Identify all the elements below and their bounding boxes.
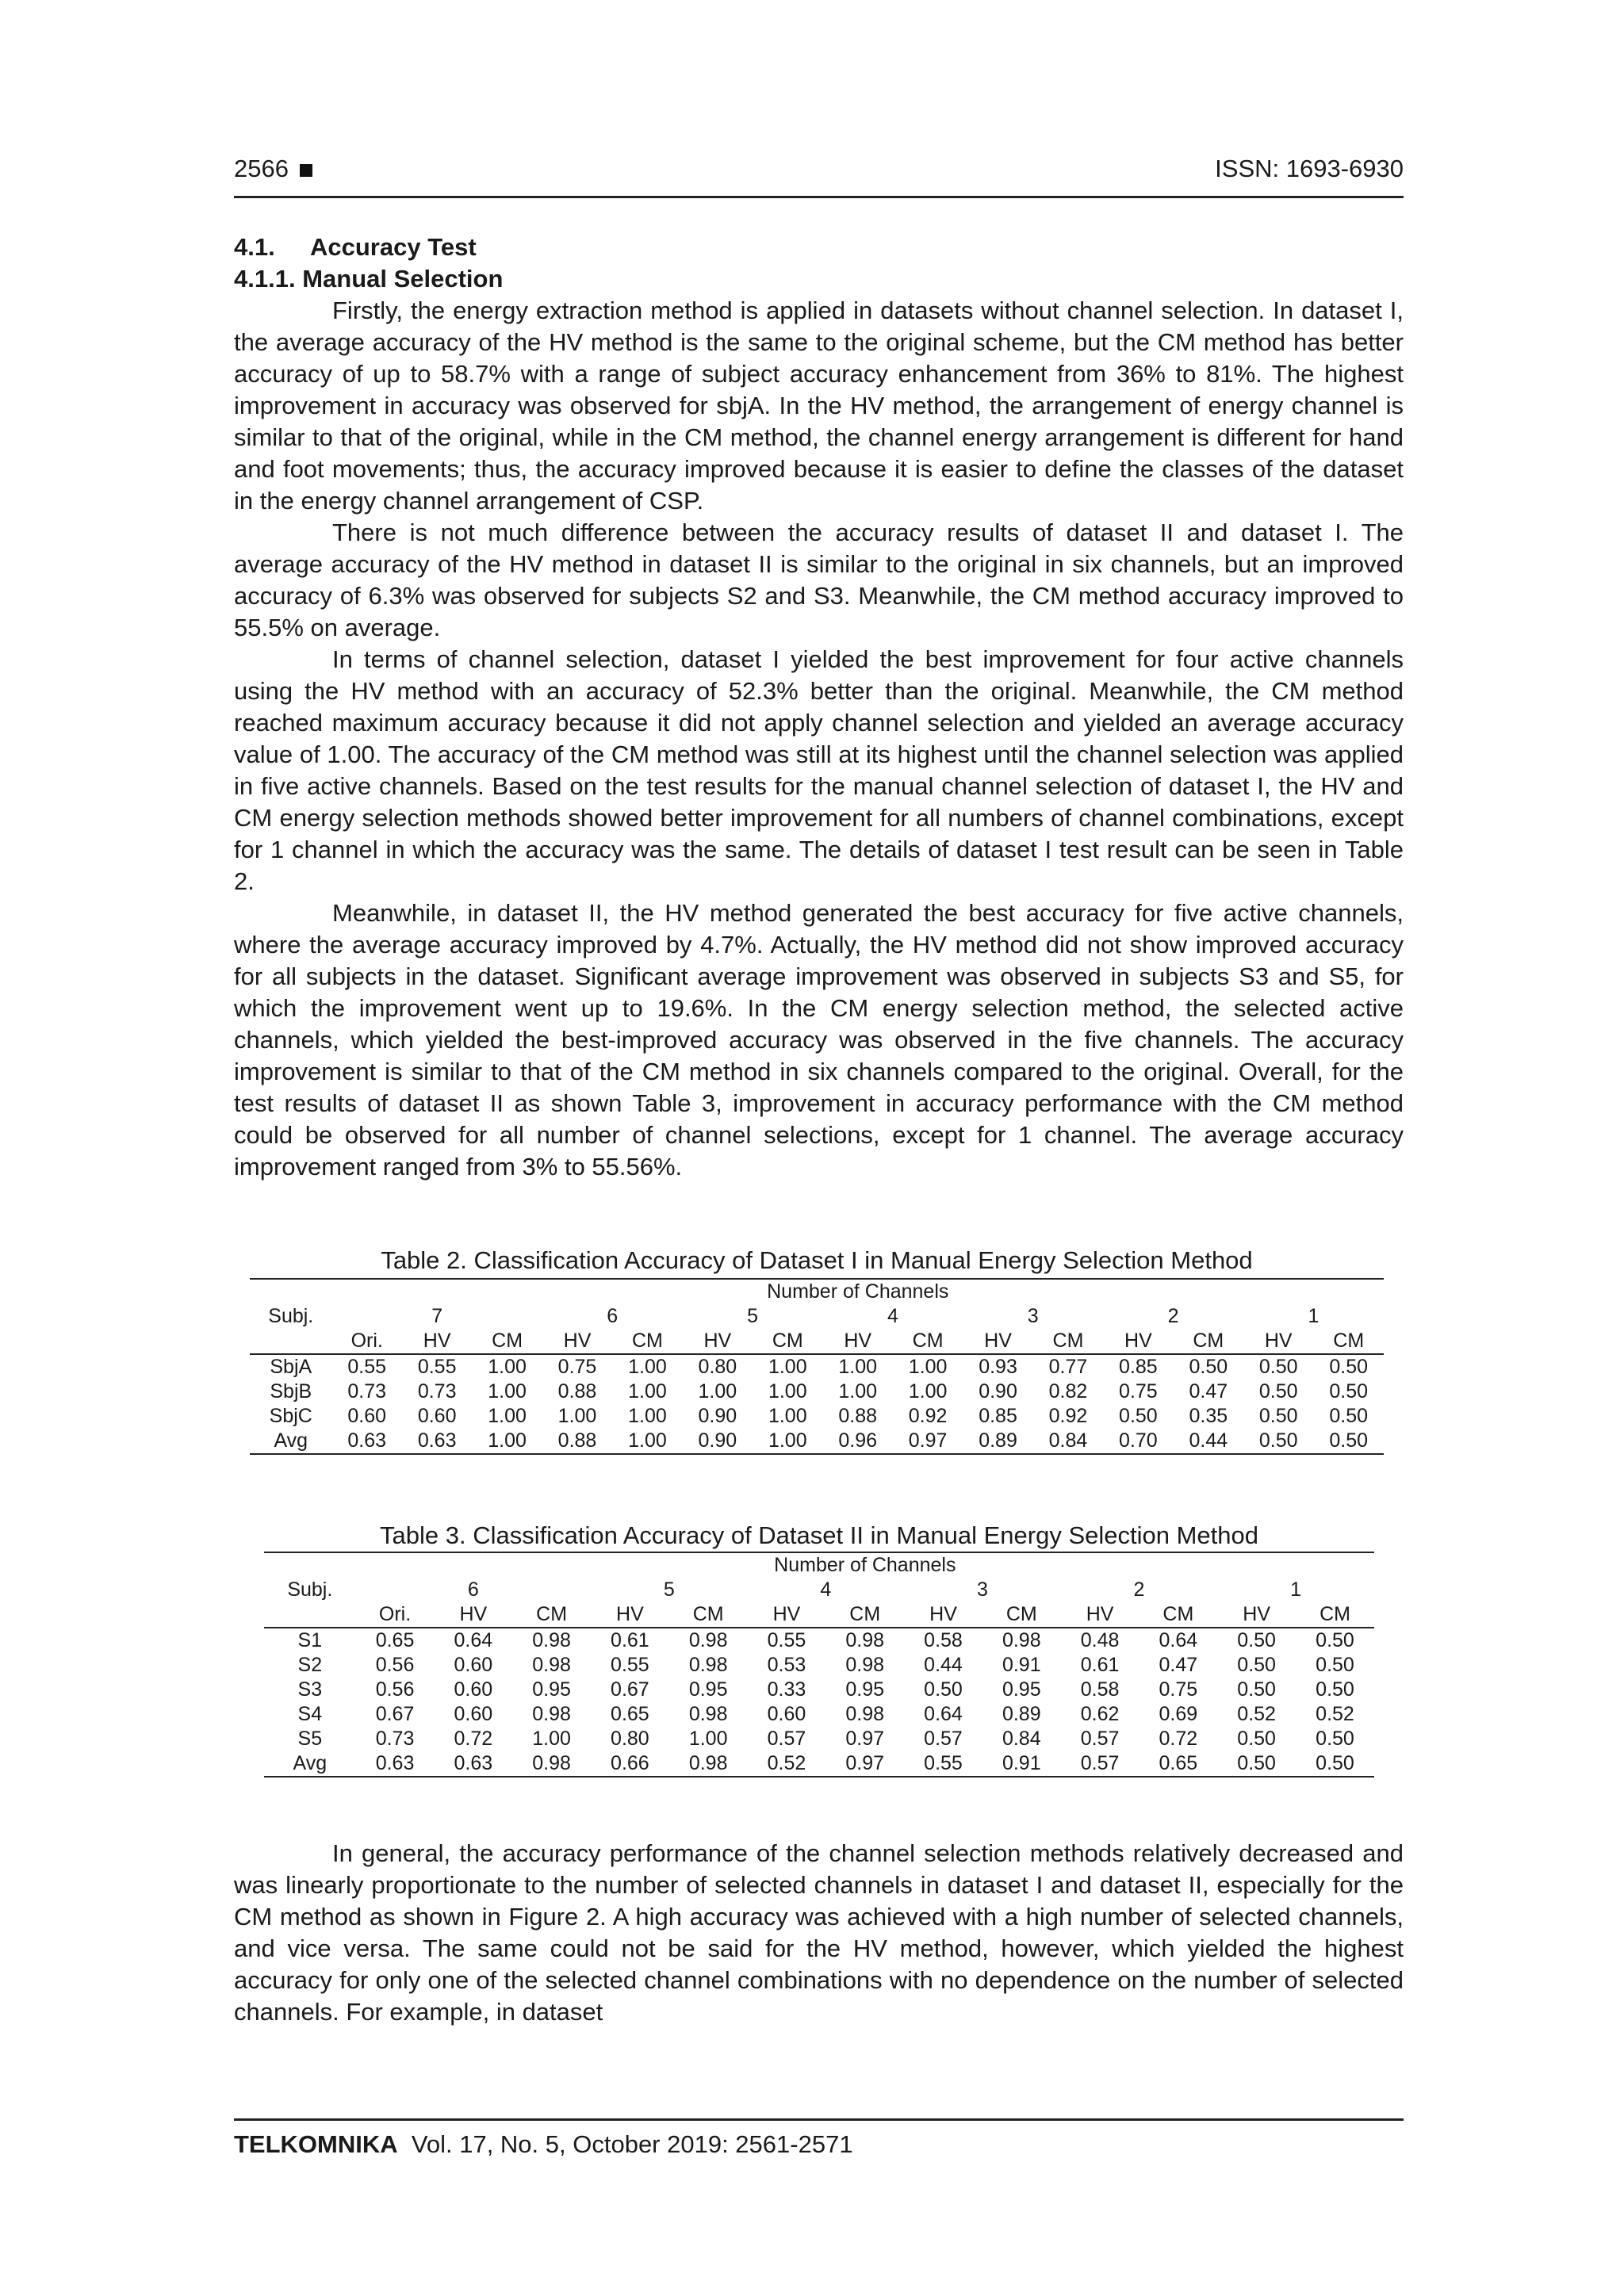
table-cell: 0.88 [557, 1380, 597, 1402]
table-cell: 0.93 [979, 1356, 1017, 1378]
table-cell: 0.72 [454, 1728, 493, 1750]
table-cell [264, 1602, 356, 1628]
table-cell: 0.60 [417, 1405, 457, 1427]
page-footer [234, 2118, 1404, 2159]
page-content [234, 232, 1404, 2028]
method-header: HV [616, 1603, 644, 1625]
table-row [250, 1404, 1384, 1429]
page-number: 2566 [234, 155, 312, 183]
table-cell: 0.98 [532, 1752, 571, 1774]
table-cell: 1.00 [698, 1380, 737, 1402]
table-cell: 0.64 [454, 1629, 493, 1651]
method-header: HV [844, 1330, 872, 1352]
table-2-caption: Table 2. Classification Accuracy of Dataset I in Manual Energy Selection Method [381, 1246, 1253, 1274]
paragraph: In terms of channel selection, dataset I yielded the best improvement for four active channels using the HV method with an accuracy of 52.3% better than the original. Meanwhile, the CM method reached maximum accuracy because it did not apply channel selection and yielded an average accuracy value of 1.00. The accuracy of the CM method was still at its highest until the channel selection was applied in five active channels. Based on the test results for the manual channel selection of dataset I, the HV and CM energy selection methods showed better improvement for all numbers of channel combinations, except for 1 channel in which the accuracy was the same. The details of dataset I test result can be seen in Table 2. [234, 645, 1404, 895]
table-cell: 0.63 [375, 1752, 415, 1774]
table-cell: 0.62 [1080, 1703, 1120, 1725]
table-cell: 0.98 [688, 1703, 728, 1725]
method-header: HV [929, 1603, 957, 1625]
square-bullet-icon [300, 164, 312, 177]
table-cell: 0.50 [1258, 1380, 1298, 1402]
table-cell: 1.00 [488, 1429, 527, 1452]
channel-count-header: 6 [607, 1305, 619, 1327]
table-cell: 0.80 [698, 1356, 737, 1378]
table-cell: 0.55 [611, 1654, 649, 1676]
table-cell: 0.85 [1119, 1356, 1158, 1378]
table-row [264, 1727, 1374, 1751]
subsection-heading: 4.1.1. Manual Selection [234, 265, 504, 293]
table-cell: 0.91 [1002, 1752, 1041, 1774]
table-cell: 1.00 [557, 1405, 597, 1427]
table-cell: 0.98 [688, 1752, 728, 1774]
row-label: S3 [297, 1678, 323, 1701]
table-cell: 0.55 [767, 1629, 806, 1651]
table-cell: 0.35 [1189, 1405, 1228, 1427]
method-header: CM [912, 1330, 944, 1352]
table-cell: 0.64 [924, 1703, 963, 1725]
table-cell: 0.60 [454, 1703, 493, 1725]
method-header: Ori. [378, 1603, 412, 1625]
table-cell: 0.50 [1316, 1752, 1354, 1774]
method-header: Ori. [350, 1330, 383, 1352]
table-cell: 0.75 [557, 1356, 597, 1378]
method-header: CM [492, 1330, 523, 1352]
table-2-grid [250, 1278, 1384, 1455]
table-header-row [264, 1552, 1374, 1578]
table-cell: 0.57 [1080, 1728, 1120, 1750]
channel-count-header: 2 [1167, 1305, 1179, 1327]
table-3 [264, 1520, 1374, 1777]
row-label: Avg [293, 1752, 327, 1774]
table-cell: 0.95 [532, 1678, 571, 1701]
table-row [264, 1653, 1374, 1678]
table-cell: 1.00 [768, 1380, 807, 1402]
method-header: CM [1162, 1603, 1194, 1625]
journal-name: TELKOMNIKA [234, 2130, 398, 2158]
table-cell: 0.75 [1159, 1678, 1198, 1701]
table-cell: 0.88 [838, 1405, 878, 1427]
table-cell: 0.95 [1002, 1678, 1041, 1701]
table-cell: 0.84 [1002, 1728, 1041, 1750]
table-cell: 1.00 [628, 1356, 667, 1378]
table-cell: 0.97 [845, 1728, 885, 1750]
table-cell: 0.92 [908, 1405, 948, 1427]
table-cell: 0.50 [1316, 1629, 1354, 1651]
method-header: CM [1193, 1330, 1224, 1352]
table-cell: 0.92 [1048, 1405, 1088, 1427]
method-header: HV [1124, 1330, 1152, 1352]
table-cell: 0.65 [375, 1629, 415, 1651]
table-cell: 0.63 [454, 1752, 493, 1774]
table-cell: 1.00 [768, 1429, 807, 1452]
table-cell: 0.56 [375, 1678, 415, 1701]
method-header: HV [1086, 1603, 1114, 1625]
table-header-row [250, 1279, 1384, 1304]
channel-count-header: 2 [1133, 1578, 1145, 1601]
table-cell: 0.96 [838, 1429, 878, 1452]
table-cell: 0.50 [1316, 1678, 1354, 1701]
table-cell: 1.00 [908, 1356, 948, 1378]
table-cell: 1.00 [532, 1728, 571, 1750]
table-cell: 0.55 [347, 1356, 387, 1378]
table-cell: 0.47 [1159, 1654, 1198, 1676]
table-cell: 0.97 [908, 1429, 948, 1452]
method-header: CM [692, 1603, 724, 1625]
table-cell: 0.69 [1159, 1703, 1198, 1725]
issn-label: ISSN: 1693-6930 [1215, 155, 1404, 182]
table-row [250, 1354, 1384, 1380]
row-label: SbjA [270, 1356, 312, 1378]
table-cell: 0.33 [767, 1678, 806, 1701]
subj-header: Subj. [268, 1305, 314, 1327]
table-cell: 0.80 [611, 1728, 649, 1750]
table-cell: 0.98 [845, 1654, 885, 1676]
channel-count-header: 3 [976, 1578, 988, 1601]
table-cell: 0.98 [688, 1629, 728, 1651]
table-cell: 0.77 [1048, 1356, 1088, 1378]
paragraph: Meanwhile, in dataset II, the HV method generated the best accuracy for five active channels, where the average accuracy improved by 4.7%. Actually, the HV method did not show improved accuracy for all subjects in the dataset. Significant average improvement was observed in subjects S3 and S5, for which the improvement went up to 19.6%. In the CM energy selection method, the selected active channels, which yielded the best-improved accuracy was observed in the five channels. The accuracy improvement is similar to that of the CM method in six channels compared to the original. Overall, for the test results of dataset II as shown Table 3, improvement in accuracy performance with the CM method could be observed for all number of channel selections, except for 1 channel. The average accuracy improvement ranged from 3% to 55.56%. [234, 899, 1404, 1181]
channel-count-header: 1 [1290, 1578, 1302, 1601]
table-cell: 0.50 [1189, 1356, 1228, 1378]
table-cell: 0.89 [1002, 1703, 1041, 1725]
table-cell: 0.95 [845, 1678, 885, 1701]
table-cell [264, 1552, 356, 1578]
table-cell: 0.58 [1080, 1678, 1120, 1701]
table-cell: 0.50 [1316, 1728, 1354, 1750]
table-cell: 1.00 [768, 1405, 807, 1427]
table-cell: 1.00 [838, 1356, 878, 1378]
table-cell: 0.98 [1002, 1629, 1041, 1651]
table-cell: 1.00 [908, 1380, 948, 1402]
section-heading: 4.1. Accuracy Test [234, 233, 477, 261]
method-header: CM [772, 1330, 803, 1352]
table-cell: 0.85 [979, 1405, 1017, 1427]
table-cell: 1.00 [688, 1728, 728, 1750]
table-header-row [264, 1578, 1374, 1602]
table-header-row [250, 1329, 1384, 1354]
table-cell: 0.47 [1189, 1380, 1228, 1402]
table-cell: 0.52 [1316, 1703, 1354, 1725]
method-header: CM [849, 1603, 881, 1625]
table-cell: 0.72 [1159, 1728, 1198, 1750]
table-row [264, 1751, 1374, 1777]
table-cell: 0.75 [1119, 1380, 1158, 1402]
table-cell: 0.98 [532, 1629, 571, 1651]
table-cell: 0.52 [1237, 1703, 1276, 1725]
method-header: CM [1052, 1330, 1084, 1352]
table-cell: 1.00 [768, 1356, 807, 1378]
table-cell: 0.67 [611, 1678, 649, 1701]
method-header: CM [1333, 1330, 1365, 1352]
journal-citation: Vol. 17, No. 5, October 2019: 2561-2571 [411, 2130, 853, 2158]
table-cell: 0.60 [454, 1654, 493, 1676]
table-cell: 1.00 [488, 1380, 527, 1402]
channel-count-header: 5 [663, 1578, 675, 1601]
method-header: HV [772, 1603, 801, 1625]
channel-count-header: 4 [887, 1305, 898, 1327]
table-cell: 0.97 [845, 1752, 885, 1774]
table-cell: 0.50 [1237, 1728, 1276, 1750]
table-cell: 0.57 [924, 1728, 963, 1750]
table-cell: 0.50 [1329, 1405, 1369, 1427]
table-3-grid [264, 1552, 1374, 1777]
table-cell: 0.82 [1048, 1380, 1088, 1402]
table-cell: 0.50 [1119, 1405, 1158, 1427]
method-header: HV [459, 1603, 488, 1625]
table-cell: 0.88 [557, 1429, 597, 1452]
table-row [250, 1380, 1384, 1404]
table-cell: 0.90 [979, 1380, 1017, 1402]
table-cell: 1.00 [488, 1405, 527, 1427]
paragraph: There is not much difference between the accuracy results of dataset II and dataset I. The average accuracy of the HV method in dataset II is similar to the original in six channels, but an improved accuracy of 6.3% was observed for subjects S2 and S3. Meanwhile, the CM method accuracy improved to 55.5% on average. [234, 519, 1404, 641]
table-cell [250, 1329, 332, 1354]
table-cell: 0.91 [1002, 1654, 1041, 1676]
table-cell: 0.50 [1329, 1356, 1369, 1378]
table-cell: 0.48 [1080, 1629, 1120, 1651]
row-label: SbjB [270, 1380, 312, 1402]
table-cell: 0.89 [979, 1429, 1017, 1452]
method-header: CM [1005, 1603, 1037, 1625]
channel-count-header: 7 [431, 1305, 443, 1327]
table-cell: 0.64 [1159, 1629, 1198, 1651]
table-row [264, 1628, 1374, 1653]
channel-count-header: 6 [467, 1578, 479, 1601]
row-label: S1 [297, 1629, 323, 1651]
table-cell: 0.63 [417, 1429, 457, 1452]
table-cell: 0.95 [688, 1678, 728, 1701]
channel-count-header: 1 [1308, 1305, 1320, 1327]
table-cell: 0.50 [1237, 1752, 1276, 1774]
row-label: S4 [297, 1703, 323, 1725]
method-header: CM [1320, 1603, 1350, 1625]
table-cell: 0.50 [1329, 1429, 1369, 1452]
table-cell: 0.50 [1237, 1654, 1276, 1676]
table-cell: 0.61 [611, 1629, 649, 1651]
page-header [234, 155, 1404, 198]
row-label: S2 [297, 1654, 323, 1676]
table-cell: 0.50 [1237, 1678, 1276, 1701]
subj-header: Subj. [287, 1578, 333, 1601]
channel-count-header: 3 [1027, 1305, 1039, 1327]
table-cell: 0.98 [845, 1703, 885, 1725]
table-cell: 0.73 [417, 1380, 457, 1402]
table-cell: 0.56 [375, 1654, 415, 1676]
method-header: CM [631, 1330, 663, 1352]
group-header: Number of Channels [767, 1280, 949, 1303]
table-cell: 0.70 [1119, 1429, 1158, 1452]
channel-count-header: 4 [820, 1578, 832, 1601]
table-cell: 0.65 [611, 1703, 649, 1725]
table-header-row [250, 1304, 1384, 1329]
table-cell: 0.50 [1258, 1429, 1298, 1452]
table-cell: 0.65 [1159, 1752, 1198, 1774]
table-cell: 1.00 [488, 1356, 527, 1378]
group-header: Number of Channels [774, 1554, 956, 1576]
table-cell: 0.66 [611, 1752, 649, 1774]
table-cell [250, 1279, 332, 1304]
table-cell: 0.53 [767, 1654, 806, 1676]
channel-count-header: 5 [747, 1305, 759, 1327]
table-cell: 0.98 [845, 1629, 885, 1651]
table-row [264, 1702, 1374, 1727]
method-header: CM [536, 1603, 568, 1625]
paragraph: Firstly, the energy extraction method is applied in datasets without channel selection. In dataset I, the average accuracy of the HV method is the same to the original scheme, but the CM method has better accuracy of up to 58.7% with a range of subject accuracy enhancement from 36% to 81%. The highest improvement in accuracy was observed for sbjA. In the HV method, the arrangement of energy channel is similar to that of the original, while in the CM method, the channel energy arrangement is different for hand and foot movements; thus, the accuracy improved because it is easier to define the classes of the dataset in the energy channel arrangement of CSP. [234, 297, 1404, 515]
row-label: Avg [274, 1429, 308, 1452]
table-cell: 0.50 [924, 1678, 963, 1701]
table-cell: 0.60 [767, 1703, 806, 1725]
table-cell: 0.50 [1316, 1654, 1354, 1676]
table-cell: 0.44 [924, 1654, 963, 1676]
table-cell: 0.52 [767, 1752, 806, 1774]
table-cell: 0.98 [532, 1654, 571, 1676]
table-cell: 0.57 [1080, 1752, 1120, 1774]
table-3-caption: Table 3. Classification Accuracy of Dataset II in Manual Energy Selection Method [380, 1521, 1258, 1549]
table-cell: 0.61 [1080, 1654, 1120, 1676]
row-label: SbjC [269, 1405, 312, 1427]
table-2 [250, 1245, 1384, 1455]
table-cell: 0.50 [1329, 1380, 1369, 1402]
table-row [264, 1678, 1374, 1702]
table-cell: 0.98 [532, 1703, 571, 1725]
method-header: HV [984, 1330, 1012, 1352]
method-header: HV [1264, 1330, 1293, 1352]
table-cell: 0.90 [698, 1429, 737, 1452]
table-cell: 1.00 [628, 1429, 667, 1452]
method-header: HV [563, 1330, 592, 1352]
table-cell: 1.00 [838, 1380, 878, 1402]
table-cell: 0.50 [1237, 1629, 1276, 1651]
table-cell: 0.98 [688, 1654, 728, 1676]
table-cell: 0.50 [1258, 1405, 1298, 1427]
table-cell: 0.63 [347, 1429, 387, 1452]
table-cell: 0.55 [417, 1356, 457, 1378]
table-cell: 0.55 [924, 1752, 963, 1774]
table-cell: 0.73 [347, 1380, 387, 1402]
table-cell: 1.00 [628, 1405, 667, 1427]
table-cell: 0.44 [1189, 1429, 1228, 1452]
method-header: HV [703, 1330, 732, 1352]
table-cell: 0.67 [375, 1703, 415, 1725]
table-row [250, 1429, 1384, 1454]
table-cell: 0.84 [1048, 1429, 1088, 1452]
table-header-row [264, 1602, 1374, 1628]
table-cell: 0.73 [375, 1728, 415, 1750]
table-cell: 0.60 [454, 1678, 493, 1701]
method-header: HV [1243, 1603, 1270, 1625]
table-cell: 0.90 [698, 1405, 737, 1427]
table-cell: 1.00 [628, 1380, 667, 1402]
closing-paragraph: In general, the accuracy performance of the channel selection methods relatively decreased and was linearly proportionate to the number of selected channels in dataset I and dataset II, especially for the CM method as shown in Figure 2. A high accuracy was achieved with a high number of selected channels, and vice versa. The same could not be said for the HV method, however, which yielded the highest accuracy for only one of the selected channel combinations with no dependence on the number of selected channels. For example, in dataset [234, 1839, 1404, 2026]
method-header: HV [423, 1330, 451, 1352]
table-cell: 0.60 [347, 1405, 387, 1427]
row-label: S5 [297, 1728, 323, 1750]
table-cell: 0.57 [767, 1728, 806, 1750]
table-cell: 0.50 [1258, 1356, 1298, 1378]
table-cell: 0.58 [924, 1629, 963, 1651]
